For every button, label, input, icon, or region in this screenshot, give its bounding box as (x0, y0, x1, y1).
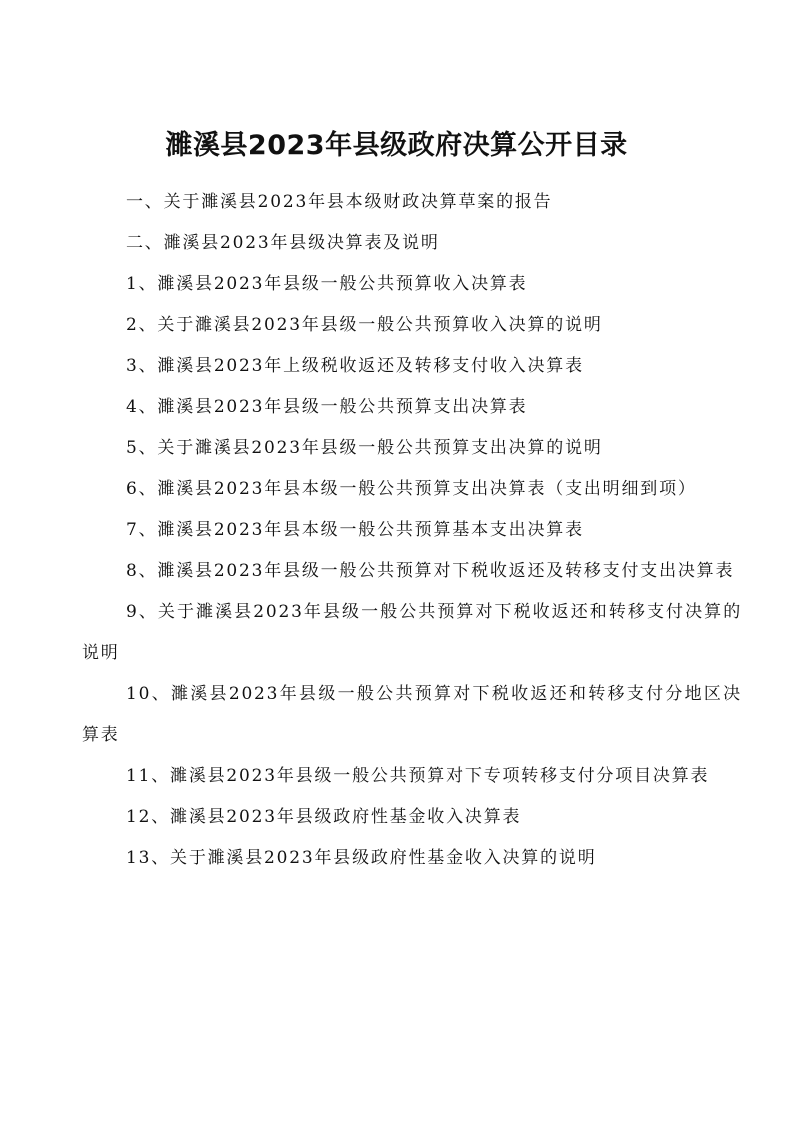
toc-item-9: 9、关于濉溪县2023年县级一般公共预算对下税收返还和转移支付决算的说明 (82, 602, 742, 663)
table-of-contents (82, 182, 742, 879)
toc-item-13: 13、关于濉溪县2023年县级政府性基金收入决算的说明 (126, 848, 597, 868)
toc-item-4: 4、濉溪县2023年县级一般公共预算支出决算表 (126, 397, 528, 417)
toc-item-11: 11、濉溪县2023年县级一般公共预算对下专项转移支付分项目决算表 (126, 766, 710, 786)
toc-item-6: 6、濉溪县2023年县本级一般公共预算支出决算表（支出明细到项） (126, 479, 697, 499)
toc-item-1: 1、濉溪县2023年县级一般公共预算收入决算表 (126, 274, 528, 294)
toc-item-10: 10、濉溪县2023年县级一般公共预算对下税收返还和转移支付分地区决算表 (82, 684, 742, 745)
toc-item-12: 12、濉溪县2023年县级政府性基金收入决算表 (126, 807, 522, 827)
toc-item-5: 5、关于濉溪县2023年县级一般公共预算支出决算的说明 (126, 438, 603, 458)
toc-item-tables-section: 二、濉溪县2023年县级决算表及说明 (126, 233, 440, 253)
toc-item-3: 3、濉溪县2023年上级税收返还及转移支付收入决算表 (126, 356, 584, 376)
toc-item-report: 一、关于濉溪县2023年县本级财政决算草案的报告 (126, 192, 553, 212)
toc-item-7: 7、濉溪县2023年县本级一般公共预算基本支出决算表 (126, 520, 584, 540)
page-title: 濉溪县2023年县级政府决算公开目录 (165, 130, 628, 161)
toc-item-8: 8、濉溪县2023年县级一般公共预算对下税收返还及转移支付支出决算表 (126, 561, 735, 581)
toc-item-2: 2、关于濉溪县2023年县级一般公共预算收入决算的说明 (126, 315, 603, 335)
